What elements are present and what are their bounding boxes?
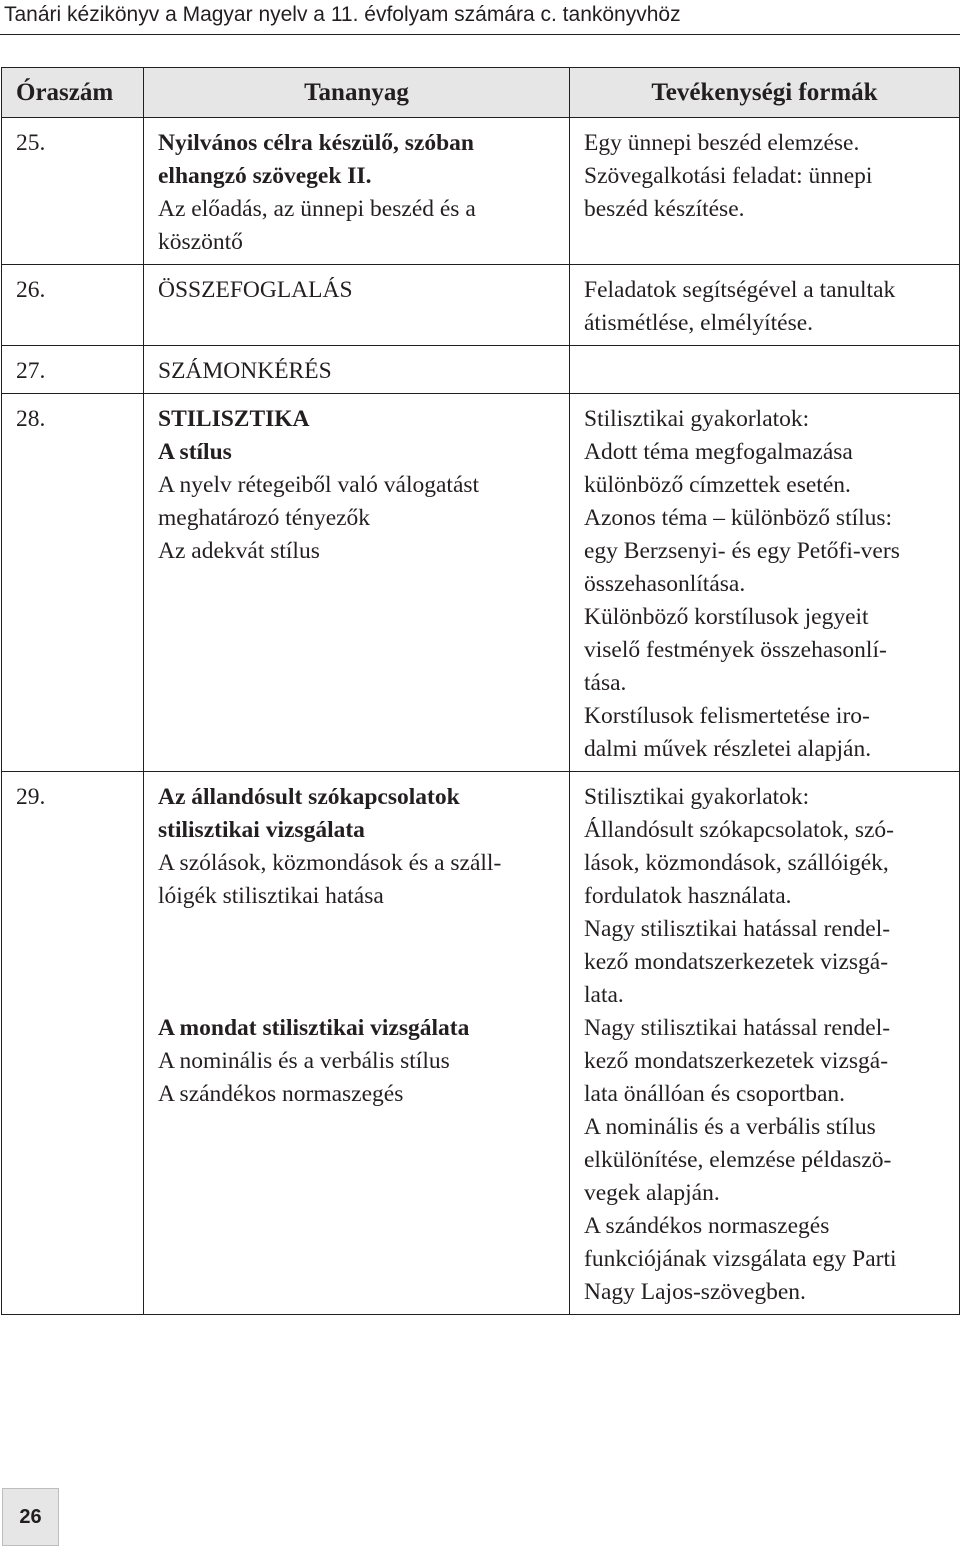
lesson-number: 28. (16, 406, 46, 432)
activity-line: Azonos téma – különböző stílus: (584, 505, 893, 531)
table-header-row (2, 68, 960, 118)
lesson-number: 26. (16, 277, 46, 303)
topic-heading-line: A mondat stilisztikai vizsgálata (158, 1015, 470, 1041)
topic-line: A nyelv rétegeiből való válogatást (158, 472, 480, 498)
activity-line: kező mondatszerkezetek vizsgá- (584, 1048, 889, 1074)
header-activities: Tevékenységi formák (570, 68, 960, 118)
activities-cell (570, 394, 960, 772)
lesson-number-cell (2, 772, 144, 1315)
topic-line: A szándékos normaszegés (158, 1081, 404, 1107)
activity-line: Egy ünnepi beszéd elemzése. (584, 130, 860, 156)
topic-heading-line: STILISZTIKA (158, 406, 310, 432)
lesson-number: 27. (16, 358, 46, 384)
activity-line: egy Berzsenyi- és egy Petőfi-vers (584, 538, 900, 564)
lesson-number: 29. (16, 784, 46, 810)
topic-line: SZÁMONKÉRÉS (158, 358, 332, 384)
curriculum-table (1, 67, 960, 1315)
topic-line: ÖSSZEFOGLALÁS (158, 277, 353, 303)
topic-line: Az adekvát stílus (158, 538, 320, 564)
header-rule (0, 34, 960, 35)
activity-line: vegek alapján. (584, 1180, 720, 1206)
topic-heading-line: A stílus (158, 439, 232, 465)
topic-line: lóigék stilisztikai hatása (158, 883, 384, 909)
page-number: 26 (19, 1505, 42, 1528)
activity-line: Nagy Lajos-szövegben. (584, 1279, 806, 1305)
activity-line: Korstílusok felismertetése iro- (584, 703, 870, 729)
activity-line: összehasonlítása. (584, 571, 746, 597)
activity-line: átismétlése, elmélyítése. (584, 310, 814, 336)
activity-line: Nagy stilisztikai hatással rendel- (584, 916, 891, 942)
activity-line: viselő festmények összehasonlí- (584, 637, 887, 663)
table-row (2, 118, 960, 265)
activity-line: A nominális és a verbális stílus (584, 1114, 876, 1140)
activity-line: Nagy stilisztikai hatással rendel- (584, 1015, 891, 1041)
activity-line: Stilisztikai gyakorlatok: (584, 406, 810, 432)
topic-cell (144, 772, 570, 1315)
topic-heading-line: Nyilvános célra készülő, szóban (158, 130, 474, 156)
topic-cell (144, 346, 570, 394)
table-row (2, 394, 960, 772)
table-body (2, 118, 960, 1315)
activities-cell (570, 265, 960, 346)
table-row (2, 346, 960, 394)
activity-line: beszéd készítése. (584, 196, 745, 222)
topic-line: Az előadás, az ünnepi beszéd és a (158, 196, 476, 222)
topic-heading-line: stilisztikai vizsgálata (158, 817, 365, 843)
activities-cell (570, 346, 960, 394)
activity-line: különböző címzettek esetén. (584, 472, 851, 498)
activity-line: lata. (584, 982, 624, 1008)
activity-line: Feladatok segítségével a tanultak (584, 277, 896, 303)
activity-line: Állandósult szókapcsolatok, szó- (584, 817, 895, 843)
activities-cell (570, 772, 960, 1315)
activity-line: Adott téma megfogalmazása (584, 439, 853, 465)
activity-line: lata önállóan és csoportban. (584, 1081, 846, 1107)
topic-spacer (158, 913, 561, 1012)
topic-line: A nominális és a verbális stílus (158, 1048, 450, 1074)
activities-cell (570, 118, 960, 265)
activity-line: lások, közmondások, szállóigék, (584, 850, 889, 876)
activity-line: fordulatok használata. (584, 883, 792, 909)
activity-line: funkciójának vizsgálata egy Parti (584, 1246, 897, 1272)
activity-line: Különböző korstílusok jegyeit (584, 604, 869, 630)
table-row (2, 265, 960, 346)
header-topic: Tananyag (144, 68, 570, 118)
topic-heading-line: Az állandósult szókapcsolatok (158, 784, 460, 810)
header-lesson-number: Óraszám (2, 68, 144, 118)
lesson-number-cell (2, 346, 144, 394)
activity-line: Szövegalkotási feladat: ünnepi (584, 163, 873, 189)
activity-line: A szándékos normaszegés (584, 1213, 830, 1239)
lesson-number-cell (2, 118, 144, 265)
table-row (2, 772, 960, 1315)
activity-line: Stilisztikai gyakorlatok: (584, 784, 810, 810)
topic-cell (144, 118, 570, 265)
topic-line: meghatározó tényezők (158, 505, 371, 531)
activity-line: dalmi művek részletei alapján. (584, 736, 872, 762)
lesson-number: 25. (16, 130, 46, 156)
topic-line: köszöntő (158, 229, 243, 255)
activity-line: tása. (584, 670, 627, 696)
running-header: Tanári kézikönyv a Magyar nyelv a 11. évfolyam számára c. tankönyvhöz (4, 3, 681, 26)
activity-line: elkülönítése, elemzése példaszö- (584, 1147, 892, 1173)
topic-cell (144, 265, 570, 346)
page-number-box (2, 1488, 59, 1546)
activity-line: kező mondatszerkezetek vizsgá- (584, 949, 889, 975)
lesson-number-cell (2, 394, 144, 772)
topic-heading-line: elhangzó szövegek II. (158, 163, 372, 189)
lesson-number-cell (2, 265, 144, 346)
topic-line: A szólások, közmondások és a száll- (158, 850, 502, 876)
topic-cell (144, 394, 570, 772)
